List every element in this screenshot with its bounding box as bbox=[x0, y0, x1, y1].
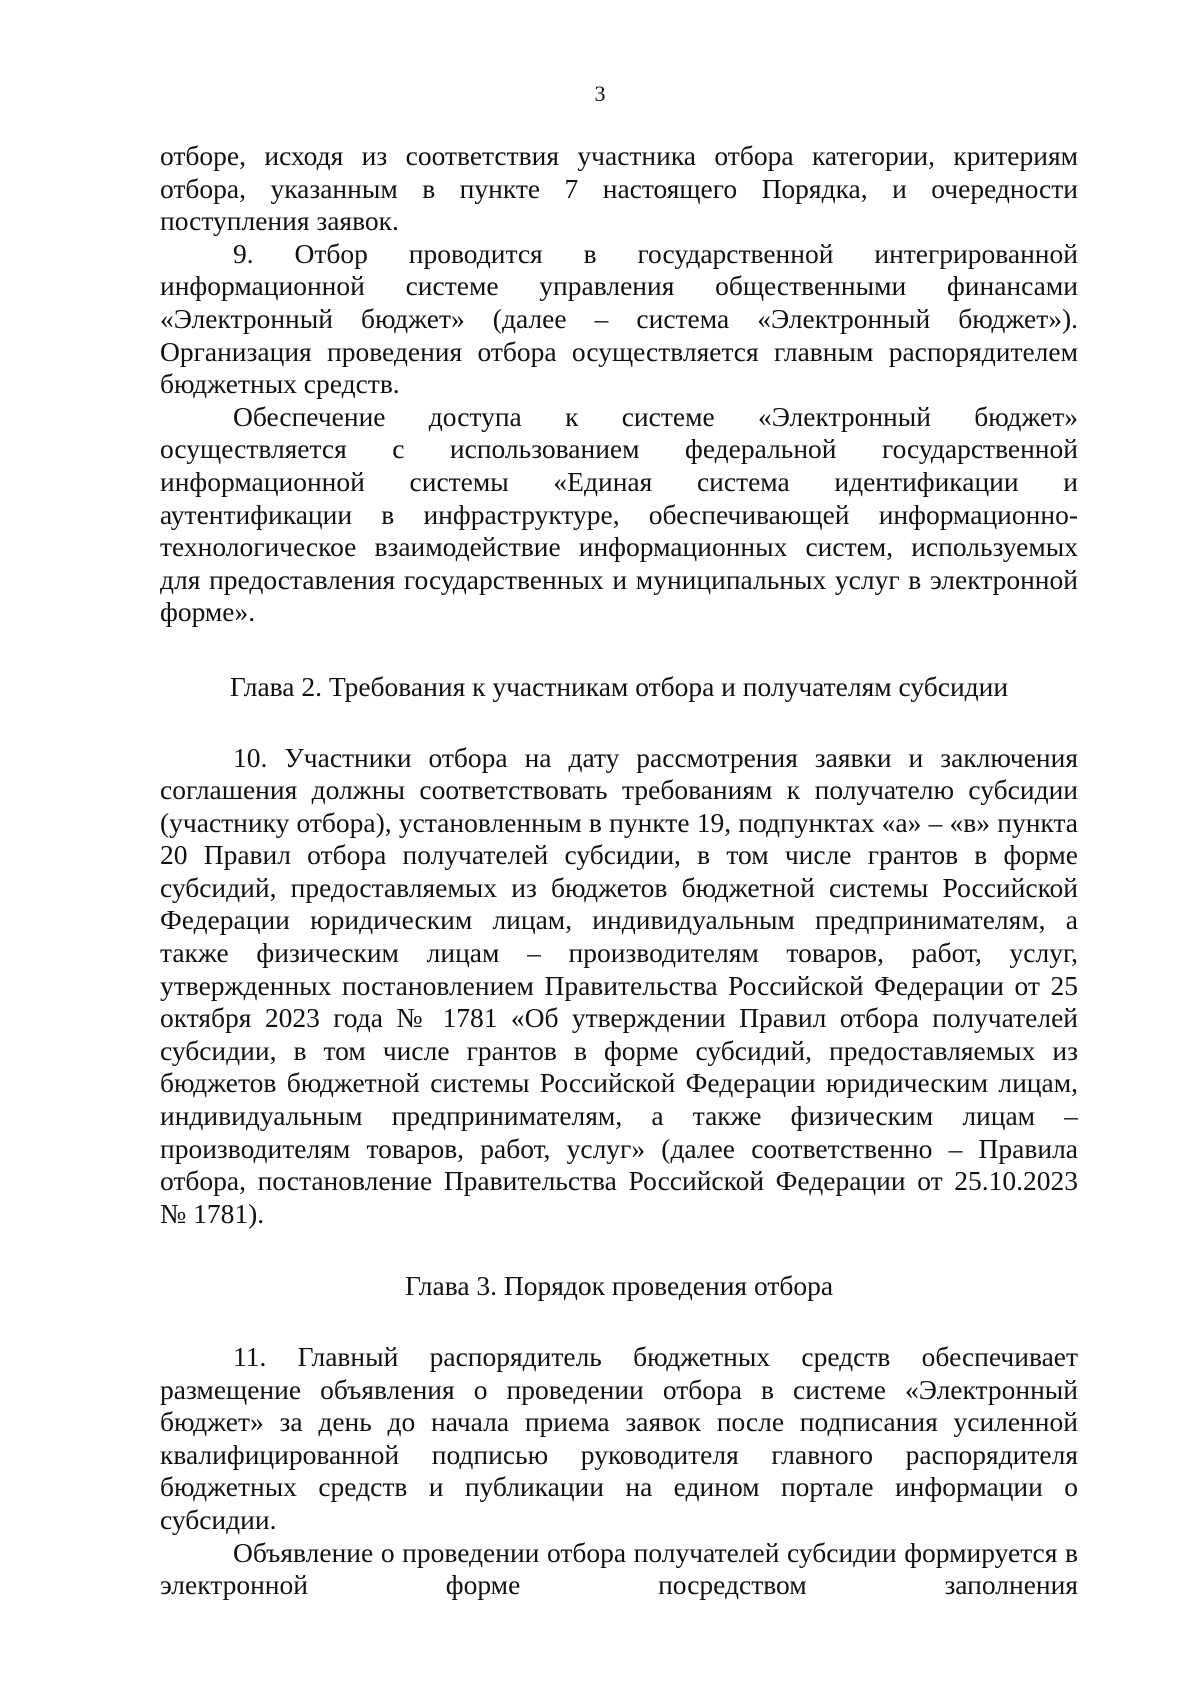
paragraph-11-announcement: Объявление о проведении отбора получателей субсидии формируется в электронной форме посредством заполнения bbox=[160, 1536, 1078, 1601]
paragraph-10: 10. Участники отбора на дату рассмотрения заявки и заключения соглашения должны соответствовать требованиям к получателю субсидии (участнику отбора), установленным в пункте 19, подпунктах «а» – «в» пункта 20 Правил отбора получателей субсидии, в том числе грантов в форме субсидий, предоставляемых из бюджетов бюджетной системы Российской Федерации юридическим лицам, индивидуальным предпринимателям, а также физическим лицам – производителям товаров, работ, услуг, утвержденных постановлением Правительства Российской Федерации от 25 октября 2023 года № 1781 «Об утверждении Правил отбора получателей субсидии, в том числе грантов в форме субсидий, предоставляемых из бюджетов бюджетной системы Российской Федерации юридическим лицам, индивидуальным предпринимателям, а также физическим лицам – производителям товаров, работ, услуг» (далее соответственно – Правила отбора, постановление Правительства Российской Федерации от 25.10.2023 № 1781). bbox=[160, 741, 1078, 1229]
page-number: 3 bbox=[594, 81, 606, 106]
chapter-2-heading: Глава 2. Требования к участникам отбора и получателям субсидии bbox=[229, 670, 1009, 702]
paragraph-continuation: отборе, исходя из соответствия участника отбора категории, критериям отбора, указанным в пункте 7 настоящего Порядка, и очередности поступления заявок. bbox=[160, 140, 1078, 237]
paragraph-11: 11. Главный распорядитель бюджетных средств обеспечивает размещение объявления о проведении отбора в системе «Электронный бюджет» за день до начала приема заявок после подписания усиленной квалифицированной подписью руководителя главного распорядителя бюджетных средств и публикации на едином портале информации о субсидии. bbox=[160, 1341, 1078, 1535]
document-body bbox=[160, 140, 1078, 1602]
paragraph-9-access: Обеспечение доступа к системе «Электронный бюджет» осуществляется с использованием федеральной государственной информационной системы «Единая система идентификации и аутентификации в инфраструктуре, обеспечивающей информационно-технологическое взаимодействие информационных систем, используемых для предоставления государственных и муниципальных услуг в электронной форме». bbox=[160, 400, 1078, 628]
paragraph-9: 9. Отбор проводится в государственной интегрированной информационной системе управления общественными финансами «Электронный бюджет» (далее – система «Электронный бюджет»). Организация проведения отбора осуществляется главным распорядителем бюджетных средств. bbox=[160, 237, 1078, 400]
chapter-3-heading: Глава 3. Порядок проведения отбора bbox=[404, 1270, 834, 1302]
